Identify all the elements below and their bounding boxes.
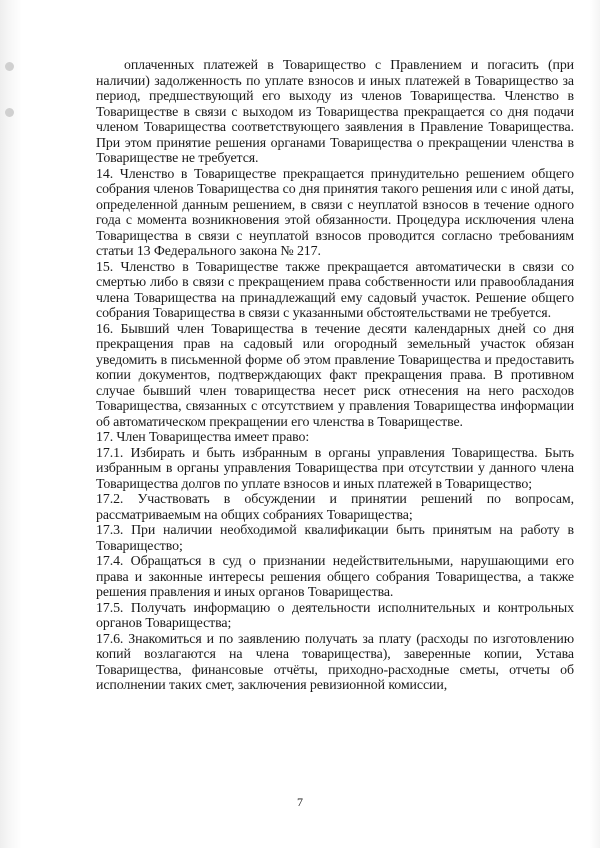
paragraph-17-1: 17.1. Избирать и быть избранным в органы управления Товарищества. Быть избранным в органы управления Товарищества при отсутствии у данного члена Товарищества долгов по уплате взносов и иных платежей в Товарищество;: [96, 445, 574, 492]
document-body: [96, 58, 574, 694]
paragraph-17-3: 17.3. При наличии необходимой квалификации быть принятым на работу в Товарищество;: [96, 523, 574, 554]
paragraph-15: 15. Членство в Товариществе также прекращается автоматически в связи со смертью либо в связи с прекращением права собственности или правообладания члена Товарищества на принадлежащий ему садовый участок. Решение общего собрания Товарищества в связи с указанными обстоятельствами не требуется.: [96, 259, 574, 321]
punch-hole: [5, 108, 14, 117]
paragraph-17: 17. Член Товарищества имеет право:: [96, 430, 310, 445]
paragraph-17-5: 17.5. Получать информацию о деятельности исполнительных и контрольных органов Товарищества;: [96, 600, 574, 631]
page-number: 7: [297, 795, 303, 809]
paragraph-16: 16. Бывший член Товарищества в течение десяти календарных дней со дня прекращения прав на садовый или огородный земельный участок обязан уведомить в письменной форме об этом правление Товарищества и предоставить копии документов, подтверждающих факт прекращения права. В противном случае бывший член товарищества несет риск отнесения на него расходов Товарищества, связанных с отсутствием у правления Товарищества информации об автоматическом прекращении его членства в Товариществе.: [96, 321, 574, 430]
paragraph-14: 14. Членство в Товариществе прекращается принудительно решением общего собрания членов Товарищества со дня принятия такого решения или с иной даты, определенной данным решением, в связи с неуплатой взносов в течение одного года с момента возникновения этой обязанности. Процедура исключения члена Товарищества в связи с неуплатой взносов проводится согласно требованиям статьи 13 Федерального закона № 217.: [96, 166, 574, 259]
paragraph-continuation: оплаченных платежей в Товарищество с Правлением и погасить (при наличии) задолженность по уплате взносов и иных платежей в Товарищество за период, предшествующий его выходу из членов Товарищества. Членство в Товариществе в связи с выходом из Товарищества прекращается со дня подачи членом Товарищества соответствующего заявления в Правление Товарищества. При этом принятие решения органами Товарищества о прекращении членства в Товариществе не требуется.: [96, 58, 574, 166]
paragraph-17-2: 17.2. Участвовать в обсуждении и принятии решений по вопросам, рассматриваемым на общих собраниях Товарищества;: [96, 492, 574, 523]
paragraph-17-6: 17.6. Знакомиться и по заявлению получать за плату (расходы по изготовлению копий возлагаются на члена товарищества), заверенные копии, Устава Товарищества, финансовые отчёты, приходно-расходные сметы, отчеты об исполнении таких смет, заключения ревизионной комиссии,: [96, 631, 574, 693]
paragraph-17-4: 17.4. Обращаться в суд о признании недействительными, нарушающими его права и законные интересы решения общего собрания Товарищества, а также решения правления и иных органов Товарищества.: [96, 554, 574, 600]
punch-hole: [5, 62, 14, 71]
